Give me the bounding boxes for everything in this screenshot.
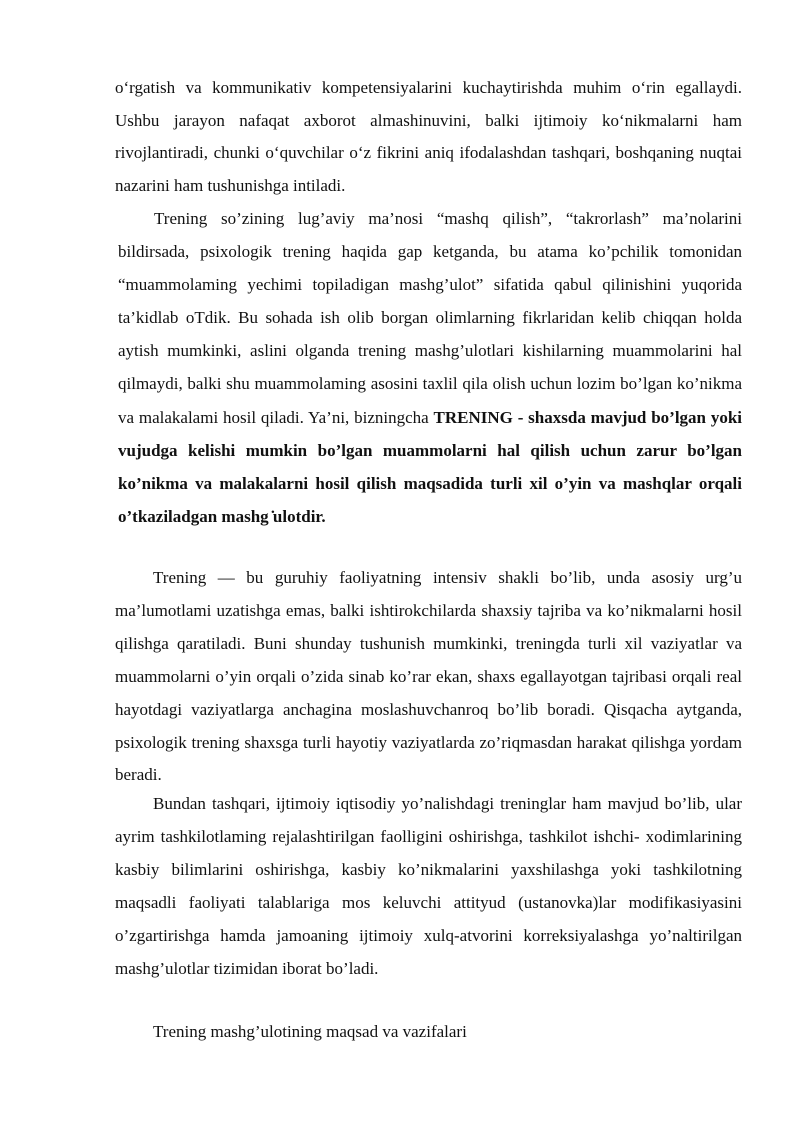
paragraph-goals-heading: Trening mashg’ulotining maqsad va vazifalari: [153, 1022, 467, 1041]
paragraph-socio-economic-trainings: Bundan tashqari, ijtimoiy iqtisodiy yo’nalishdagi treninglar ham mavjud bo’lib, ular ayrim tashkilotlaming rejalashtirilgan faolligini oshirishga, tashkilot ishchi- xodimlarining kasbiy bilimlarini oshirishga, kasbiy ko’nikmalarini yaxshilashga yoki tashkilotning maqsadli faoliyati talablariga mos keluvchi attityud (ustanovka)lar modifikasiyasini o’zgartirishga hamda jamoaning ijtimoiy xulq-atvorini korreksiyalashga yo’naltirilgan mashg’ulotlar tizimidan iborat bo’ladi.: [115, 794, 742, 978]
paragraph-training-definition: [118, 202, 742, 533]
paragraph-training-definition-text: Trening so’zining lug’aviy ma’nosi “mashq qilish”, “takrorlash” ma’nolarini bildirsada, psixologik trening haqida gap ketganda, bu atama ko’pchilik tomonidan “muammolaming yechimi topiladigan mashg’ulot” sifatida qabul qilinishini yuqorida ta’kidlab oTdik. Bu sohada ish olib borgan olimlarning fikrlaridan kelib chiqqan holda aytish mumkinki, aslini olganda trening mashg’ulotlari kishilarning muammolarini hal qilmaydi, balki shu muammolaming asosini taxlil qila olish uchun lozim bo’lgan ko’nikma va malakalami hosil qiladi. Ya’ni, bizningcha: [118, 209, 742, 427]
paragraph-communicative-competence: o‘rgatish va kommunikativ kompetensiyalarini kuchaytirishda muhim o‘rin egallaydi. Ushbu jarayon nafaqat axborot almashinuvini, balki ijtimoiy ko‘nikmalarni ham rivojlantiradi, chunki o‘quvchilar o‘z fikrini aniq ifodalashdan tashqari, boshqaning nuqtai nazarini ham tushunishga intiladi.: [115, 78, 742, 196]
training-definition-bold: TRENING - shaxsda mavjud bo’lgan yoki vujudga kelishi mumkin bo’lgan muammolarni hal qilish uchun zarur bo’lgan ko’nikma va malakalarni hosil qilish maqsadida turli xil o’yin va mashqlar orqali o’tkaziladgan mashg ̇ulotdir.: [118, 407, 743, 526]
paragraph-group-activity: Trening — bu guruhiy faoliyatning intensiv shakli bo’lib, unda asosiy urg’u ma’lumotlami uzatishga emas, balki ishtirokchilarda shaxsiy tajriba va ko’nikmalarni hosil qilishga qaratiladi. Buni shunday tushunish mumkinki, treningda turli xil vaziyatlar va muammolarni o’yin orqali o’zida sinab ko’rar ekan, shaxs egallayotgan tajribasi orqali real hayotdagi vaziyatlarga anchagina moslashuvchanroq bo’lib boradi. Qisqacha aytganda, psixologik trening shaxsga turli hayotiy vaziyatlarda zo’riqmasdan harakat qilishga yordam beradi.: [115, 568, 742, 785]
